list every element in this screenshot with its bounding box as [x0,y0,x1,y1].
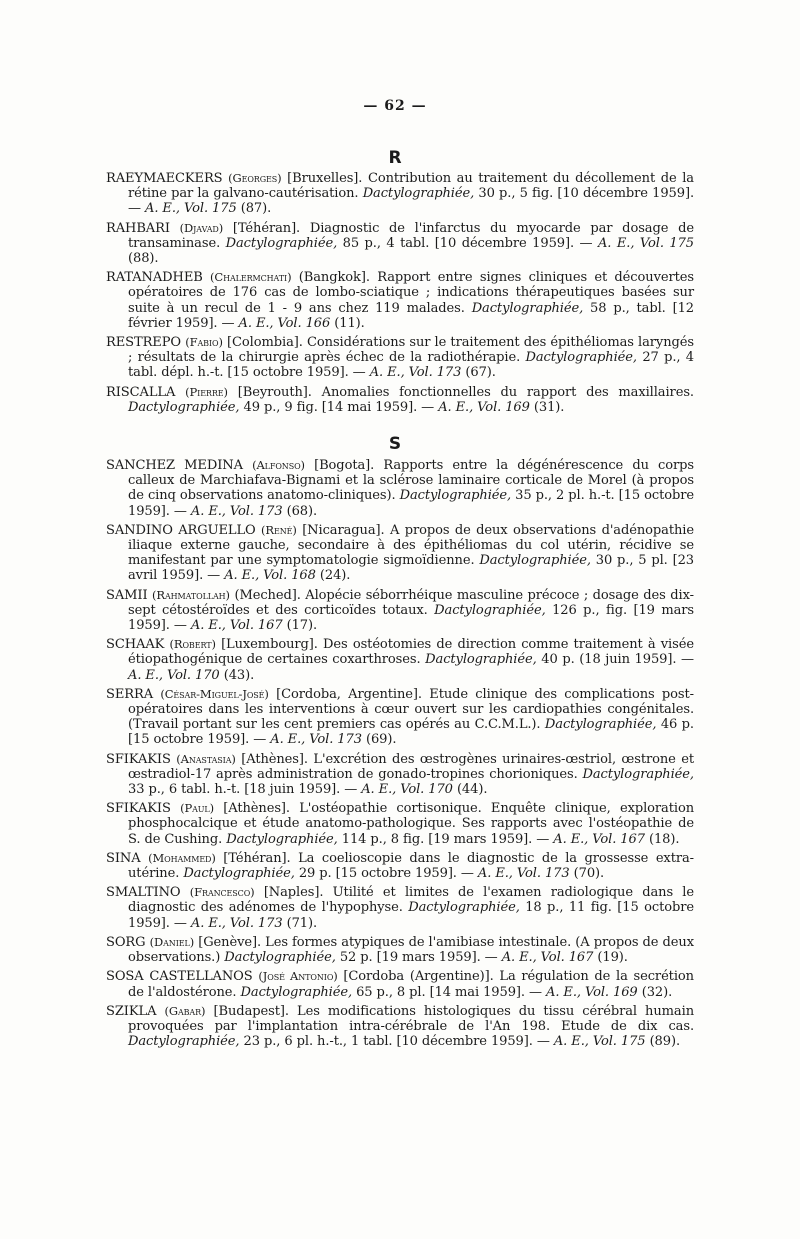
entry-journal: Dactylographiée, [225,235,338,251]
entry-volume: A. E., Vol. 167 [553,831,645,847]
entry-place: [Cordoba, Argentine]. [276,686,422,702]
entry-place: [Budapest]. [213,1003,289,1019]
section-letter-s: S [388,434,402,454]
entry-volume: A. E., Vol. 175 [597,235,694,251]
entry-journal: Dactylographiée, [544,717,657,733]
entry-volume: A. E., Vol. 173 [270,732,362,748]
entry-details: 85 p., 4 tabl. [10 décembre 1959]. — [342,235,593,251]
entry-journal: Dactylographiée, [434,602,546,618]
entry-volume: A. E., Vol. 173 [477,866,570,882]
entry-volume: A. E., Vol. 170 [361,782,453,798]
entry-reference-number: (31). [533,399,565,415]
entry-details: 52 p. [19 mars 1959]. — [339,950,498,966]
entry-reference-number: (24). [319,568,351,584]
entry-place: [Bruxelles]. [287,171,363,186]
section-r-entries [106,171,694,419]
entry-title: Contribution au traitement du décollement de la rétine par la galvano-cautérisation. [128,171,694,202]
entry-journal: Dactylographiée, [582,766,694,782]
entry-volume: A. E., Vol. 168 [224,568,316,584]
entry-volume: A. E., Vol. 167 [190,618,283,634]
entry-place: [Genève]. [198,934,262,950]
entry-reference-number: (69). [365,732,397,748]
entry-volume: A. E., Vol. 175 [145,201,237,217]
entry-author: RESTREPO [106,335,182,351]
entry-title: Diagnostic de l'infarctus du myocarde par dosage de transaminase. [128,220,694,251]
bibliography-entry [106,1004,694,1050]
entry-reference-number: (32). [641,984,673,1000]
section-letter-r: R [388,148,402,168]
bibliography-entry [106,270,694,331]
entry-reference-number: (89). [649,1034,680,1050]
entry-details: 114 p., 8 fig. [19 mars 1959]. — [341,831,550,847]
entry-details: 58 p., tabl. [12 février 1959]. — [128,300,694,331]
entry-volume: A. E., Vol. 169 [438,399,530,415]
section-s-entries [106,458,694,1053]
entry-title: L'excrétion des œstrogènes urinaires-œstriol, œstrone et œstradiol-17 après administration de gonado-tropines chorioniques. [128,751,694,782]
entry-details: 23 p., 6 pl. h.-t., 1 tabl. [10 décembre 1959]. — [243,1034,550,1050]
entry-reference-number: (17). [286,618,318,634]
entry-reference-number: (44). [456,782,488,798]
bibliography-entry [106,523,694,584]
entry-details: 65 p., 8 pl. [14 mai 1959]. — [356,984,542,1000]
entry-place: [Bogota]. [314,458,375,473]
entry-place: [Nicaragua]. [302,522,385,538]
bibliography-entry [106,171,694,217]
entry-details: 40 p. (18 juin 1959]. — [541,652,694,668]
entry-journal: Dactylographiée, [399,488,512,504]
entry-reference-number: (11). [334,315,365,331]
entry-details: 46 p. [15 octobre 1959]. — [128,717,694,748]
entry-volume: A. E., Vol. 173 [190,503,283,519]
bibliography-entry [106,935,694,965]
bibliography-entry [106,801,694,847]
entry-place: [Athènes]. [241,751,308,767]
entry-given-name: (Fabio) [185,335,223,350]
bibliography-entry [106,385,694,415]
entry-details: 27 p., 4 tabl. dépl. h.-t. [15 octobre 1959]. — [128,350,694,381]
bibliography-entry [106,221,694,267]
entry-author: SOSA CASTELLANOS [106,969,253,985]
entry-title: A propos de deux observations d'adénopathie iliaque externe gauche, secondaire à des épithéliomas du col utérin, récidive se manifestant par une symptomatologie sigmoïdienne. [128,522,694,569]
entry-given-name: (Rahmatollah) [152,587,230,602]
entry-details: 18 p., 11 fig. [15 octobre 1959]. — [128,900,694,931]
bibliography-entry [106,752,694,798]
entry-title: Des ostéotomies de direction comme traitement à visée étiopathogénique de certaines coxarthroses. [128,637,694,668]
bibliography-entry [106,969,694,999]
entry-reference-number: (71). [286,915,318,931]
entry-author: SORG [106,934,146,950]
entry-title: Etude clinique des complications post-opératoires dans les interventions à cœur ouvert sur les cardiopathies congénitales. (Travail portant sur les cent premiers cas opérés au C.C.M.L.). [128,686,694,733]
bibliography-entry [106,588,694,634]
entry-given-name: (Anastasia) [176,751,236,766]
entry-author: RISCALLA [106,384,176,400]
entry-journal: Dactylographiée, [240,984,353,1000]
entry-title: L'ostéopathie cortisonique. Enquête clinique, exploration phosphocalcique et étude anatomo-pathologique. Ses rapports avec l'ostéopathie de S. de Cushing. [128,801,694,847]
entry-volume: A. E., Vol. 166 [238,315,331,331]
entry-place: [Colombia]. [227,335,303,351]
entry-title: Les modifications histologiques du tissu cérébral humain provoquées par l'implantation intra-cérébrale de l'An 198. Etude de dix cas. [128,1003,694,1034]
entry-volume: A. E., Vol. 169 [546,984,638,1000]
entry-author: SANCHEZ MEDINA [106,458,243,473]
entry-details: 49 p., 9 fig. [14 mai 1959]. — [243,399,435,415]
entry-journal: Dactylographiée, [471,300,584,316]
entry-given-name: (Robert) [169,637,216,652]
entry-place: [Téhéran]. [232,220,301,236]
entry-details: 126 p., fig. [19 mars 1959]. — [128,602,694,634]
entry-title: Rapport entre signes cliniques et découvertes opératoires de 176 cas de lombo-sciatique ; indications thérapeutiques basées sur suite à un recul de 1 - 9 ans chez 119 malades. [128,270,694,316]
entry-place: [Naples]. [263,885,324,901]
entry-volume: A. E., Vol. 173 [369,365,462,381]
entry-author: SFIKAKIS [106,801,171,817]
entry-title: Rapports entre la dégénérescence du corps calleux de Marchiafava-Bignami et la sclérose laminaire corticale de Morel (à propos de cinq observations anatomo-cliniques). [128,458,694,504]
entry-reference-number: (43). [223,667,255,683]
entry-given-name: (Paul) [180,801,215,816]
entry-author: SMALTINO [106,885,181,901]
entry-given-name: (Daniel) [149,934,195,949]
entry-journal: Dactylographiée, [362,186,475,202]
entry-journal: Dactylographiée, [128,1034,240,1050]
entry-journal: Dactylographiée, [408,900,520,916]
entry-place: [Athènes]. [223,801,290,817]
entry-title: Anomalies fonctionnelles du rapport des maxillaires. [321,384,694,400]
entry-given-name: (Alfonso) [252,458,305,472]
entry-reference-number: (19). [597,950,628,966]
bibliography-entry [106,687,694,748]
entry-reference-number: (67). [465,365,496,381]
entry-given-name: (José Antonio) [258,969,338,984]
bibliography-entry [106,458,694,519]
entry-place: [Téhéran]. [223,850,291,866]
bibliography-entry [106,851,694,881]
entry-author: SANDINO ARGUELLO [106,522,256,538]
entry-journal: Dactylographiée, [425,652,537,668]
entry-volume: A. E., Vol. 173 [190,915,283,931]
entry-place: [Beyrouth]. [237,384,312,400]
entry-journal: Dactylographiée, [226,831,338,847]
entry-details: 29 p. [15 octobre 1959]. — [298,866,474,882]
entry-given-name: (Pierre) [185,384,228,399]
entry-given-name: (Mohammed) [148,850,216,865]
entry-journal: Dactylographiée, [525,350,637,366]
entry-author: SINA [106,850,141,866]
entry-reference-number: (87). [240,201,272,217]
entry-given-name: (César-Miguel-José) [160,686,269,701]
entry-title: Considérations sur le traitement des épithéliomas laryngés ; résultats de la chirurgie après échec de la radiothérapie. [128,335,694,366]
entry-given-name: (René) [261,522,297,537]
entry-given-name: (Francesco) [189,885,255,900]
entry-reference-number: (68). [286,503,318,519]
entry-given-name: (Chalermchati) [210,270,292,285]
entry-title: Alopécie séborrhéique masculine précoce ; dosage des dix-sept cétostéroïdes et des corticoïdes totaux. [128,587,694,618]
entry-author: SFIKAKIS [106,751,171,767]
entry-volume: A. E., Vol. 170 [128,667,220,683]
entry-reference-number: (88). [128,251,159,267]
entry-volume: A. E., Vol. 167 [501,950,594,966]
entry-journal: Dactylographiée, [128,399,240,415]
entry-place: [Luxembourg]. [221,637,318,653]
entry-journal: Dactylographiée, [224,950,336,966]
bibliography-entry [106,335,694,381]
entry-details: 30 p., 5 fig. [10 décembre 1959]. — [128,186,694,217]
entry-author: RATANADHEB [106,270,203,286]
entry-title: La régulation de la secrétion de l'aldostérone. [128,969,694,1000]
entry-author: SERRA [106,686,154,702]
entry-author: RAHBARI [106,220,170,236]
entry-place: (Meched]. [234,587,301,603]
entry-journal: Dactylographiée, [183,866,295,882]
entry-author: RAEYMAECKERS [106,171,223,186]
entry-given-name: (Djavad) [179,220,224,235]
entry-author: SZIKLA [106,1003,157,1019]
entry-details: 33 p., 6 tabl. h.-t. [18 juin 1959]. — [128,782,358,798]
page-number: — 62 — [363,98,427,114]
entry-place: [Cordoba (Argentine)]. [343,969,494,985]
entry-title: Utilité et limites de l'examen radiologique dans le diagnostic des adénomes de l'hypophyse. [128,885,694,916]
entry-given-name: (Gabar) [164,1003,206,1018]
entry-details: 30 p., 5 pl. [23 avril 1959]. — [128,553,694,584]
entry-title: Les formes atypiques de l'amibiase intestinale. (A propos de deux observations.) [128,934,694,966]
bibliography-entry [106,637,694,683]
entry-journal: Dactylographiée, [479,553,591,569]
entry-reference-number: (70). [573,866,605,882]
entry-reference-number: (18). [648,831,680,847]
entry-title: La coelioscopie dans le diagnostic de la grossesse extra-utérine. [128,850,694,882]
entry-volume: A. E., Vol. 175 [553,1034,646,1050]
entry-details: 35 p., 2 pl. h.-t. [15 octobre 1959]. — [128,488,694,519]
entry-place: (Bangkok]. [298,270,370,286]
entry-author: SAMII [106,587,148,603]
entry-author: SCHAAK [106,637,165,653]
entry-given-name: (Georges) [228,171,282,185]
bibliography-entry [106,885,694,931]
